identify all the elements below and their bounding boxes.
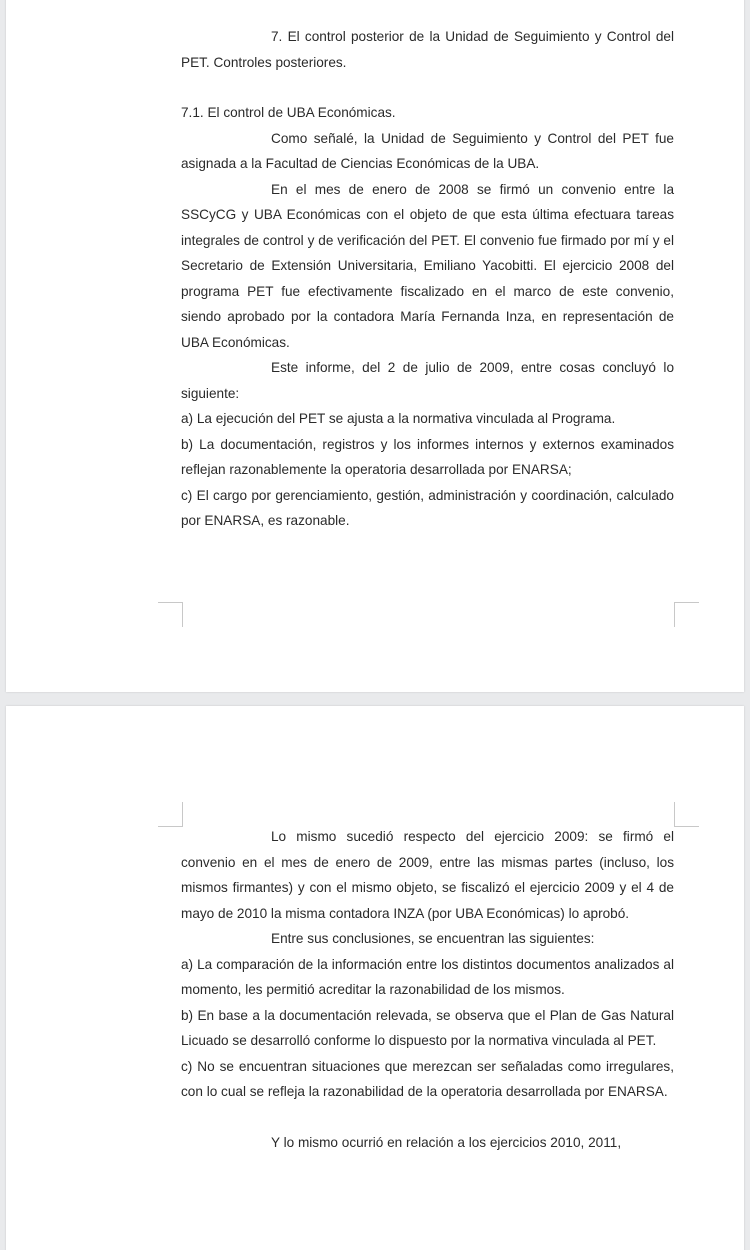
- section-heading: 7. El control posterior de la Unidad de Seguimiento y Control del PET. Controles posteriores.: [181, 29, 674, 70]
- list-item: b) La documentación, registros y los informes internos y externos examinados reflejan razonablemente la operatoria desarrollada por ENARSA;: [181, 436, 674, 477]
- subsection-heading: 7.1. El control de UBA Económicas.: [181, 105, 396, 120]
- paragraph: Lo mismo sucedió respecto del ejercicio 2009: se firmó el convenio en el mes de enero de 2009, entre las mismas partes (incluso, los mismos firmantes) y con el mismo objeto, se fiscalizó el ejercicio 2009 y el 4 de mayo de 2010 la misma contadora INZA (por UBA Económicas) lo aprobó.: [181, 829, 674, 921]
- list-item: c) No se encuentran situaciones que merezcan ser señaladas como irregulares, con lo cual se refleja la razonabilidad de la operatoria desarrollada por ENARSA.: [181, 1058, 674, 1099]
- paragraph: Como señalé, la Unidad de Seguimiento y Control del PET fue asignada a la Facultad de Ciencias Económicas de la UBA.: [181, 130, 674, 171]
- list-item: a) La ejecución del PET se ajusta a la normativa vinculada al Programa.: [181, 411, 616, 426]
- document-page-2: [6, 706, 744, 1250]
- page-margin-corner-bottom-left: [158, 602, 183, 627]
- page-1-text: [181, 24, 674, 534]
- document-page-1: [6, 0, 744, 692]
- list-item: c) El cargo por gerenciamiento, gestión, administración y coordinación, calculado por ENARSA, es razonable.: [181, 487, 674, 528]
- paragraph-cut-off: Y lo mismo ocurrió en relación a los ejercicios 2010, 2011,: [271, 1134, 622, 1150]
- list-item: b) En base a la documentación relevada, se observa que el Plan de Gas Natural Licuado se desarrolló conforme lo dispuesto por la normativa vinculada al PET.: [181, 1007, 674, 1048]
- paragraph: Este informe, del 2 de julio de 2009, entre cosas concluyó lo siguiente:: [181, 360, 674, 401]
- page-margin-corner-top-left: [158, 802, 183, 827]
- list-item: a) La comparación de la información entre los distintos documentos analizados al momento, les permitió acreditar la razonabilidad de los mismos.: [181, 956, 674, 997]
- paragraph: Entre sus conclusiones, se encuentran las siguientes:: [271, 931, 595, 946]
- page-2-text: [181, 824, 674, 1155]
- page-margin-corner-top-right: [674, 802, 699, 827]
- paragraph: En el mes de enero de 2008 se firmó un convenio entre la SSCyCG y UBA Económicas con el objeto de que esta última efectuara tareas integrales de control y de verificación del PET. El convenio fue firmado por mí y el Secretario de Extensión Universitaria, Emiliano Yacobitti. El ejercicio 2008 del programa PET fue efectivamente fiscalizado en el marco de este convenio, siendo aprobado por la contadora María Fernanda Inza, en representación de UBA Económicas.: [181, 181, 674, 350]
- page-margin-corner-bottom-right: [674, 602, 699, 627]
